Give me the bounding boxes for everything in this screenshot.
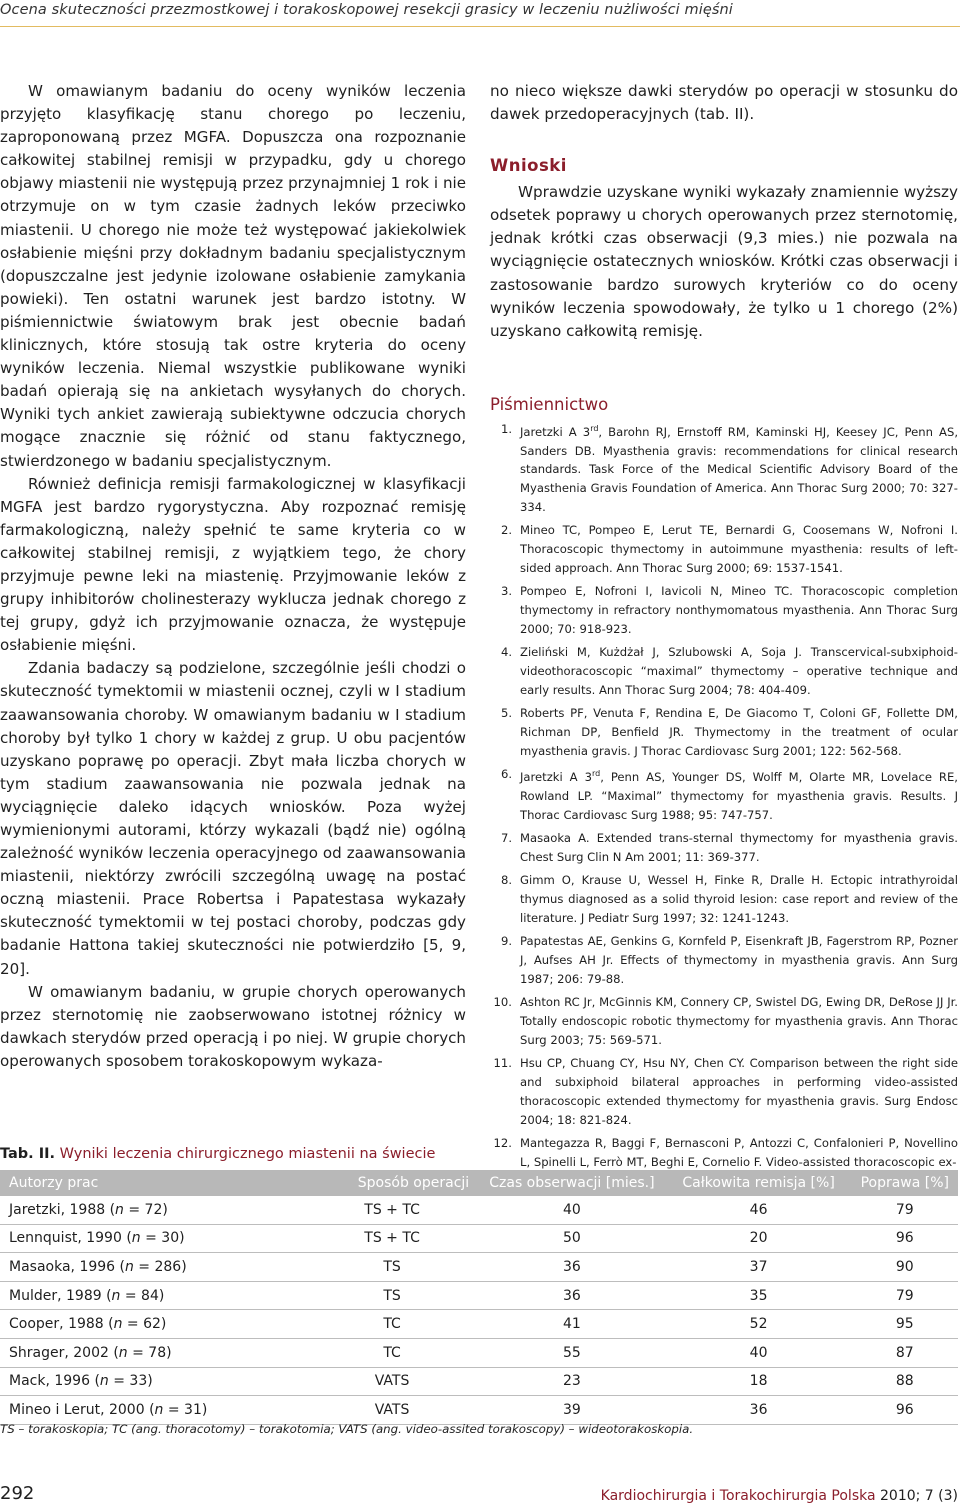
body-paragraph: Zdania badaczy są podzielone, szczególnie jeśli chodzi o skuteczność tymektomii w miastenii ocznej, czyli w I stadium zaawansowania choroby. W omawianym badaniu w I stadium choroby był tylko 1 chory w każdej z grup. U obu pacjentów uzyskano poprawę po operacji. Zbyt mała liczba chorych w tym stadium zaawansowania nie pozwala jednak na wyciągnięcie daleko idących wniosków. Poza wyżej wymienionymi autorami, którzy wykazali (bądź nie) ogólną zależność wyników leczenia operacyjnego od zaawansowania miastenii, niektórzy zwrócili szczególną uwagę na postać oczną miastenii. Prace Robertsa i Papatestasa wykazały skuteczność tymektomii w tej postaci choroby, podczas gdy badanie Hattona takiej skuteczności nie potwierdziło [5, 9, 20]. [0,659,466,978]
reference-number: 5. [500,706,512,721]
table-cell: 96 [852,1224,958,1253]
reference-number: 6. [500,767,512,782]
table-row [0,1367,958,1396]
reference-item [490,521,958,577]
table-cell: Cooper, 1988 (n = 62) [0,1310,306,1339]
table-cell: 39 [478,1396,665,1425]
left-column [0,80,466,1073]
table-cell: 36 [666,1396,852,1425]
reference-text: Roberts PF, Venuta F, Rendina E, De Giacomo T, Coloni GF, Follette DM, Richman DP, Benfield JR. Thymectomy in the treatment of ocular myasthenia gravis. J Thorac Cardiovasc Surg 2001; 122: 562-568. [520,706,958,758]
table-cell: 46 [666,1196,852,1224]
conclusions-heading: Wnioski [490,156,567,176]
reference-item [490,582,958,638]
table-cell: 23 [478,1367,665,1396]
reference-text: Papatestas AE, Genkins G, Kornfeld P, Eisenkraft JB, Fagerstrom RP, Pozner J, Aufses AH Jr. Effects of thymectomy in myasthenia gravis. Ann Surg 1987; 206: 79-88. [520,934,958,986]
table-cell: 41 [478,1310,665,1339]
reference-text: Jaretzki A 3rd, Barohn RJ, Ernstoff RM, Kaminski HJ, Keesey JC, Penn AS, Sanders DB. Myasthenia gravis: recommendations for clinical research standards. Task Force of the Medical Scientific Advisory Board of the Myasthenia Gravis Foundation of America. Ann Thorac Surg 2000; 70: 327-334. [520,423,959,514]
reference-item [490,932,958,988]
results-table [0,1170,958,1425]
table-cell: TS [306,1281,478,1310]
table-title: Wyniki leczenia chirurgicznego miastenii na świecie [59,1146,436,1162]
table-cell: 55 [478,1338,665,1367]
reference-number: 3. [500,584,512,599]
reference-item [490,1134,958,1172]
reference-number: 2. [500,523,512,538]
references-list [490,420,958,1172]
reference-text: Gimm O, Krause U, Wessel H, Finke R, Dralle H. Ectopic intrathyroidal thymus diagnosed as a solid thyroid lesion: case report and review of the literature. J Pediatr Surg 1997; 32: 1241-1243. [520,873,958,925]
reference-number: 11. [493,1056,512,1071]
journal-name [601,1488,958,1504]
table-cell: 50 [478,1224,665,1253]
reference-item [490,829,958,867]
table-row [0,1224,958,1253]
reference-number: 1. [500,421,512,436]
body-paragraph: W omawianym badaniu, w grupie chorych operowanych przez sternotomię nie zaobserwowano istotnej różnicy w dawkach sterydów przed operacją i po niej. W grupie chorych operowanych sposobem torakoskopowym wykaza- [0,982,466,1070]
header-rule [0,26,960,27]
running-head: Ocena skuteczności przezmostkowej i torakoskopowej resekcji grasicy w leczeniu nużliwości mięśni [0,2,733,18]
reference-text: Mantegazza R, Baggi F, Bernasconi P, Antozzi C, Confalonieri P, Novellino L, Spinelli L, Ferrò MT, Beghi E, Cornelio F. Video-assisted thoracoscopic ex- [520,1135,958,1169]
table-cell: 40 [666,1338,852,1367]
reference-text: Mineo TC, Pompeo E, Lerut TE, Bernardi G, Coosemans W, Nofroni I. Thoracoscopic thymectomy in autoimmune myasthenia: results of left-sided approach. Ann Thorac Surg 2000; 69: 1537-1541. [520,523,958,575]
table-cell: 95 [852,1310,958,1339]
table-cell: TC [306,1338,478,1367]
reference-item [490,643,958,699]
body-paragraph: W omawianym badaniu do oceny wyników leczenia przyjęto klasyfikację stanu chorego po leczeniu, zaproponowaną przez MGFA. Dopuszcza ona rozpoznanie całkowitej stabilnej remisji w przypadku, gdy u chorego objawy miastenii nie występują przez przynajmniej 1 rok i nie otrzymuje on w tym czasie żadnych leków przeciwko miastenii. U chorego nie może też występować jakiekolwiek osłabienie mięśni przy dokładnym badaniu specjalistycznym (dopuszczalne jest jedynie izolowane osłabienie zamykania powieki). Ten ostatni warunek jest bardzo istotny. W piśmiennictwie światowym brak jest obecnie badań klinicznych, które stosują tak ostre kryteria do oceny wyników leczenia. Niemal wszystkie publikowane wyniki badań opierają się na ankietach wysyłanych do chorych. Wyniki tych ankiet zawierają subiektywne odczucia chorych mogące znacznie się różnić od stanu faktycznego, stwierdzonego w badaniu specjalistycznym. [0,82,466,470]
table-row [0,1396,958,1425]
table-body [0,1196,958,1424]
column-header: Czas obserwacji [mies.] [478,1170,665,1196]
table-cell: 90 [852,1253,958,1282]
reference-item [490,765,958,824]
reference-number: 12. [493,1135,512,1150]
table-cell: Mack, 1996 (n = 33) [0,1367,306,1396]
table-cell: 36 [478,1253,665,1282]
column-header: Całkowita remisja [%] [666,1170,852,1196]
body-paragraph: Również definicja remisji farmakologicznej w klasyfikacji MGFA jest bardzo rygorystyczna. Aby rozpoznać remisję farmakologiczną, należy spełnić te same kryteria co w całkowitej stabilnej remisji, z wyjątkiem tego, że chory przyjmuje pewne leki na miastenię. Przyjmowanie leków z grupy inhibitorów cholinesterazy wyklucza jednak chorego z tej grupy, gdyż ich przyjmowanie oznacza, że występuje osłabienie mięśni. [0,474,466,655]
reference-number: 7. [500,831,512,846]
journal-title: Kardiochirurgia i Torakochirurgia Polska [600,1488,876,1504]
table-header-row [0,1170,958,1196]
table-cell: 18 [666,1367,852,1396]
reference-text: Pompeo E, Nofroni I, Iavicoli N, Mineo TC. Thoracoscopic completion thymectomy in refractory nonthymomatous myasthenia. Ann Thorac Surg 2000; 70: 918-923. [520,584,958,636]
table-cell: TC [306,1310,478,1339]
table-cell: 87 [852,1338,958,1367]
table-cell: Mulder, 1989 (n = 84) [0,1281,306,1310]
reference-number: 8. [500,873,512,888]
reference-item [490,993,958,1049]
reference-number: 9. [500,934,512,949]
column-header: Sposób operacji [306,1170,478,1196]
reference-text: Hsu CP, Chuang CY, Hsu NY, Chen CY. Comparison between the right side and subxiphoid bilateral approaches in performing video-assisted thoracoscopic extended thymectomy for myasthenia gravis. Surg Endosc 2004; 18: 821-824. [520,1056,958,1127]
reference-text: Ashton RC Jr, McGinnis KM, Connery CP, Swistel DG, Ewing DR, DeRose JJ Jr. Totally endoscopic robotic thymectomy for myasthenia gravis. Ann Thorac Surg 2003; 75: 569-571. [520,995,958,1047]
table-cell: 36 [478,1281,665,1310]
reference-item [490,871,958,927]
reference-number: 10. [493,995,512,1010]
table-cell: 52 [666,1310,852,1339]
page-number: 292 [0,1483,35,1504]
table-row [0,1281,958,1310]
table-cell: VATS [306,1396,478,1425]
journal-issue: 2010; 7 (3) [880,1488,958,1504]
table-cell: TS + TC [306,1224,478,1253]
reference-text: Masaoka A. Extended trans-sternal thymectomy for myasthenia gravis. Chest Surg Clin N Am 2001; 11: 369-377. [520,831,958,864]
right-column [490,80,958,1176]
table-cell: 79 [852,1281,958,1310]
column-header: Poprawa [%] [852,1170,958,1196]
references-heading: Piśmiennictwo [490,394,609,414]
table-number: Tab. II. [0,1146,56,1162]
table-caption [0,1146,435,1162]
table-cell: 20 [666,1224,852,1253]
table-cell: Shrager, 2002 (n = 78) [0,1338,306,1367]
column-header: Autorzy prac [0,1170,306,1196]
table-cell: 40 [478,1196,665,1224]
reference-text: Jaretzki A 3rd, Penn AS, Younger DS, Wolff M, Olarte MR, Lovelace RE, Rowland LP. “Maximal” thymectomy for myasthenia gravis. Results. J Thorac Cardiovasc Surg 1988; 95: 747-757. [520,769,958,822]
table-row [0,1253,958,1282]
table-cell: 79 [852,1196,958,1224]
table-cell: VATS [306,1367,478,1396]
reference-item [490,1054,958,1129]
conclusions-paragraph: Wprawdzie uzyskane wyniki wykazały znamiennie wyższy odsetek poprawy u chorych operowanych przez sternotomię, jednak krótki czas obserwacji (9,3 mies.) nie pozwala na wyciągnięcie ostatecznych wniosków. Krótki czas obserwacji i zastosowanie bardzo surowych kryteriów co do oceny wyników leczenia spowodowały, że tylko u 1 chorego (2%) uzyskano całkowitą remisję. [490,183,958,340]
reference-number: 4. [500,645,512,660]
table-cell: 37 [666,1253,852,1282]
table-cell: Masaoka, 1996 (n = 286) [0,1253,306,1282]
table-cell: 88 [852,1367,958,1396]
reference-text: Zieliński M, Kużdżał J, Szlubowski A, Soja J. Transcervical-subxiphoid-videothoracoscopic “maximal” thymectomy – operative technique and early results. Ann Thorac Surg 2004; 78: 404-409. [520,645,958,697]
table-row [0,1338,958,1367]
table-row [0,1196,958,1224]
reference-item [490,704,958,760]
body-paragraph-continuation: no nieco większe dawki sterydów po operacji w stosunku do dawek przedoperacyjnych (tab. II). [490,82,958,124]
table-cell: Lennquist, 1990 (n = 30) [0,1224,306,1253]
table-footnote: TS – torakoskopia; TC (ang. thoracotomy) – torakotomia; VATS (ang. video-assited torakoscopy) – wideotorakoskopia. [0,1422,694,1436]
table-cell: Mineo i Lerut, 2000 (n = 31) [0,1396,306,1425]
reference-item [490,420,958,517]
table-row [0,1310,958,1339]
table-cell: TS + TC [306,1196,478,1224]
table-cell: 35 [666,1281,852,1310]
table-cell: TS [306,1253,478,1282]
table-cell: Jaretzki, 1988 (n = 72) [0,1196,306,1224]
table-cell: 96 [852,1396,958,1425]
